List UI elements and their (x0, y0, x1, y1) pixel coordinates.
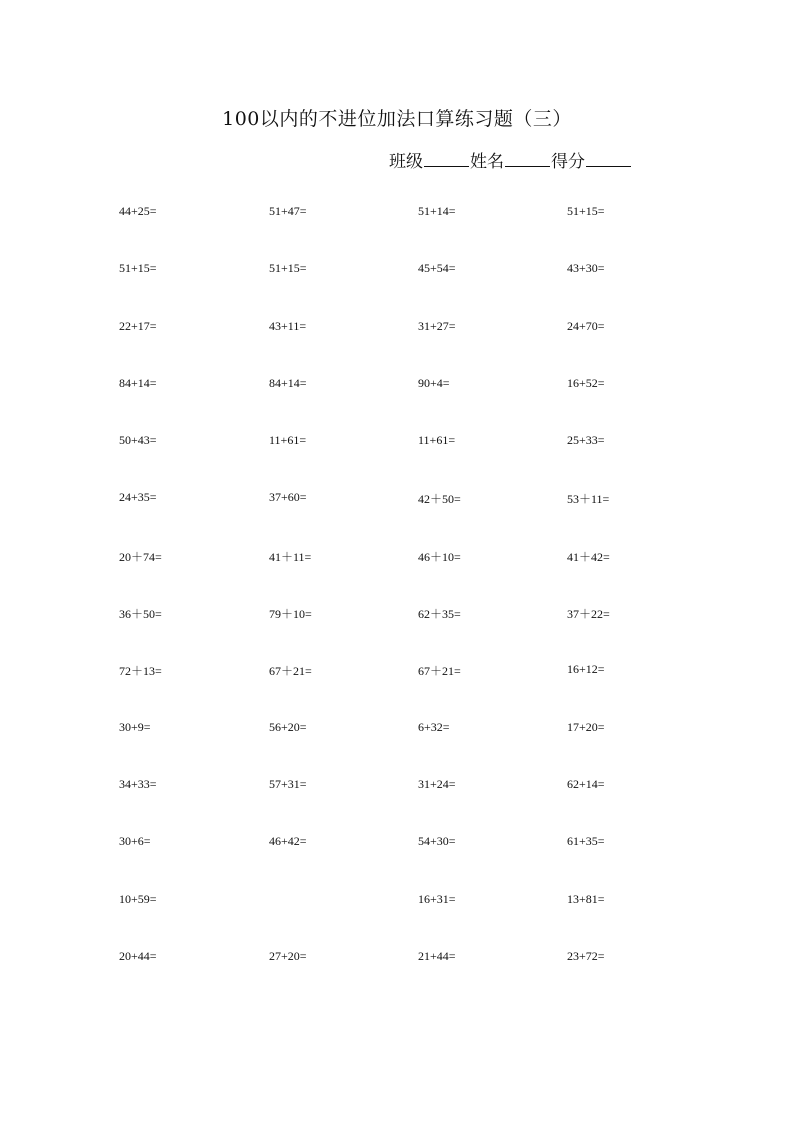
problem-row (119, 716, 719, 773)
problem-item: 46＋10= (418, 549, 461, 564)
problem-item: 30+9= (119, 719, 151, 734)
problem-item: 25+33= (567, 433, 605, 448)
problem-item: 53＋11= (567, 492, 610, 507)
problem-item: 72＋13= (119, 664, 162, 679)
problem-item: 16+12= (567, 662, 605, 677)
problem-item: 51+15= (269, 261, 307, 276)
problem-item: 62+14= (567, 776, 605, 791)
problem-row (119, 315, 719, 372)
problem-item: 23+72= (567, 948, 605, 963)
problem-item: 6+32= (418, 719, 450, 734)
problem-item: 31+27= (418, 318, 456, 333)
problem-item: 42＋50= (418, 492, 461, 507)
problem-item: 43+11= (269, 318, 307, 333)
problem-row (119, 544, 719, 601)
worksheet-title: 100以内的不进位加法口算练习题（三） (222, 108, 572, 130)
problem-item: 57+31= (269, 776, 307, 791)
problem-row (119, 830, 719, 887)
problem-row (119, 486, 719, 543)
problem-item: 46+42= (269, 834, 307, 849)
problem-item: 20+44= (119, 948, 157, 963)
problem-item: 16+31= (418, 891, 456, 906)
problem-item: 41＋11= (269, 549, 312, 564)
problem-item: 50+43= (119, 433, 157, 448)
problem-item: 51+15= (567, 204, 605, 218)
problem-row (119, 200, 719, 257)
problem-item: 61+35= (567, 834, 605, 849)
problem-row (119, 773, 719, 830)
problem-item: 43+30= (567, 261, 605, 276)
class-label: 班级 (389, 152, 423, 172)
problem-row (119, 257, 719, 314)
problem-item: 56+20= (269, 719, 307, 734)
problem-item: 31+24= (418, 776, 456, 791)
problem-item: 51+47= (269, 204, 307, 218)
problem-grid (119, 200, 719, 1002)
problem-item: 37＋22= (567, 607, 610, 622)
problem-item: 21+44= (418, 948, 456, 963)
problem-row (119, 372, 719, 429)
problem-item: 13+81= (567, 891, 605, 906)
problem-item: 84+14= (119, 375, 157, 390)
class-blank[interactable] (424, 150, 469, 167)
name-blank[interactable] (505, 150, 550, 167)
problem-row (119, 945, 719, 1002)
problem-item: 67＋21= (418, 664, 461, 679)
problem-item: 34+33= (119, 776, 157, 791)
problem-item: 17+20= (567, 719, 605, 734)
problem-item: 30+6= (119, 834, 151, 849)
problem-item: 22+17= (119, 318, 157, 333)
problem-row (119, 601, 719, 658)
problem-item: 36＋50= (119, 607, 162, 622)
problem-item: 11+61= (418, 433, 456, 448)
problem-item: 90+4= (418, 375, 450, 390)
name-label: 姓名 (470, 152, 504, 172)
problem-item: 24+35= (119, 490, 157, 505)
problem-item: 45+54= (418, 261, 456, 276)
student-info-line (389, 147, 632, 172)
problem-row (119, 658, 719, 715)
problem-item: 51+15= (119, 261, 157, 276)
problem-item: 20＋74= (119, 549, 162, 564)
problem-item: 51+14= (418, 204, 456, 218)
problem-item: 84+14= (269, 375, 307, 390)
problem-item: 41＋42= (567, 549, 610, 564)
problem-item: 37+60= (269, 490, 307, 505)
problem-item: 62＋35= (418, 607, 461, 622)
problem-item: 16+52= (567, 375, 605, 390)
problem-row (119, 888, 719, 945)
problem-item: 79＋10= (269, 607, 312, 622)
problem-item: 11+61= (269, 433, 307, 448)
score-label: 得分 (551, 152, 585, 172)
problem-item: 44+25= (119, 204, 157, 218)
problem-item: 54+30= (418, 834, 456, 849)
problem-item: 24+70= (567, 318, 605, 333)
problem-item: 67＋21= (269, 664, 312, 679)
problem-item: 27+20= (269, 948, 307, 963)
score-blank[interactable] (586, 150, 631, 167)
problem-row (119, 429, 719, 486)
problem-item: 10+59= (119, 891, 157, 906)
